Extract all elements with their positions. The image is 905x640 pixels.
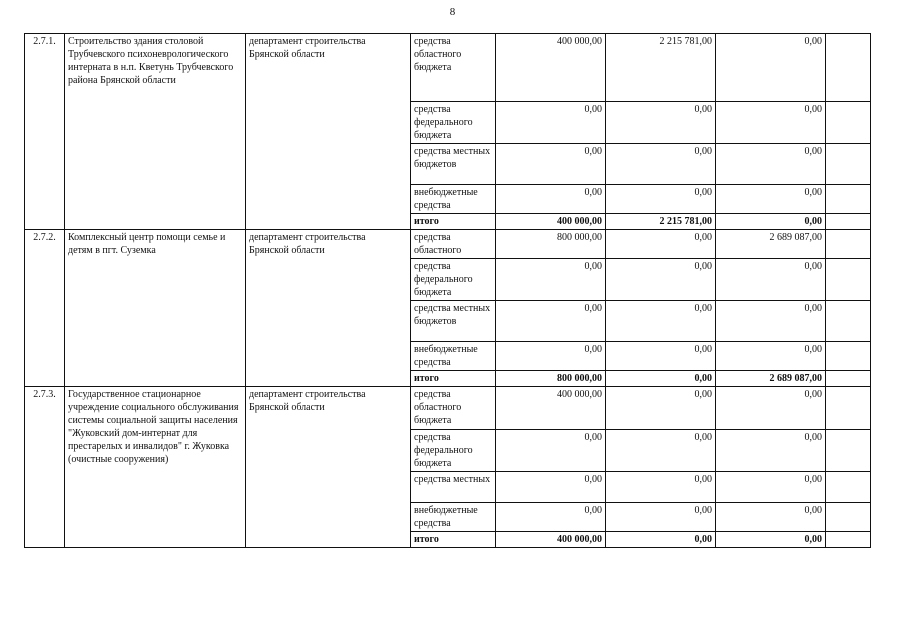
value-year-3: 0,00 xyxy=(716,102,826,144)
value-year-3: 0,00 xyxy=(716,144,826,185)
value-year-1: 0,00 xyxy=(496,430,606,472)
table-row xyxy=(25,34,871,102)
value-year-3: 0,00 xyxy=(716,34,826,102)
value-year-2: 0,00 xyxy=(606,102,716,144)
funding-source: внебюджетные средства xyxy=(411,342,496,371)
value-year-1: 0,00 xyxy=(496,342,606,371)
funding-source: средства федерального бюджета xyxy=(411,430,496,472)
item-title: Комплексный центр помощи семье и детям в пгт. Суземка xyxy=(65,230,246,387)
value-year-3: 0,00 xyxy=(716,387,826,430)
funding-source-total: итого xyxy=(411,214,496,230)
total-year-2: 0,00 xyxy=(606,532,716,548)
empty-cell xyxy=(826,301,871,342)
value-year-3: 0,00 xyxy=(716,430,826,472)
item-number: 2.7.1. xyxy=(25,34,65,230)
value-year-1: 0,00 xyxy=(496,185,606,214)
value-year-1: 0,00 xyxy=(496,301,606,342)
value-year-1: 0,00 xyxy=(496,259,606,301)
value-year-2: 0,00 xyxy=(606,185,716,214)
value-year-1: 0,00 xyxy=(496,472,606,503)
value-year-1: 0,00 xyxy=(496,102,606,144)
item-title: Государственное стационарное учреждение социального обслуживания системы социальной защиты населения "Жуковский дом-интернат для престарелых и инвалидов" г. Жуковка (очистные сооружения) xyxy=(65,387,246,548)
empty-cell xyxy=(826,259,871,301)
value-year-3: 0,00 xyxy=(716,259,826,301)
funding-source: внебюджетные средства xyxy=(411,503,496,532)
empty-cell xyxy=(826,34,871,102)
funding-source: средства местных бюджетов xyxy=(411,144,496,185)
total-year-2: 2 215 781,00 xyxy=(606,214,716,230)
empty-cell xyxy=(826,371,871,387)
empty-cell xyxy=(826,532,871,548)
value-year-2: 0,00 xyxy=(606,259,716,301)
funding-source-total: итого xyxy=(411,532,496,548)
total-year-3: 2 689 087,00 xyxy=(716,371,826,387)
value-year-2: 0,00 xyxy=(606,430,716,472)
item-number: 2.7.2. xyxy=(25,230,65,387)
budget-table xyxy=(24,33,871,548)
value-year-3: 0,00 xyxy=(716,301,826,342)
total-year-3: 0,00 xyxy=(716,214,826,230)
value-year-3: 0,00 xyxy=(716,342,826,371)
empty-cell xyxy=(826,430,871,472)
value-year-1: 400 000,00 xyxy=(496,387,606,430)
responsible-department: департамент строительства Брянской области xyxy=(246,34,411,230)
value-year-2: 2 215 781,00 xyxy=(606,34,716,102)
total-year-3: 0,00 xyxy=(716,532,826,548)
value-year-2: 0,00 xyxy=(606,472,716,503)
value-year-1: 0,00 xyxy=(496,144,606,185)
total-year-2: 0,00 xyxy=(606,371,716,387)
funding-source: средства местных xyxy=(411,472,496,503)
value-year-1: 800 000,00 xyxy=(496,230,606,259)
funding-source: средства областного бюджета xyxy=(411,34,496,102)
funding-source: внебюджетные средства xyxy=(411,185,496,214)
value-year-1: 400 000,00 xyxy=(496,34,606,102)
empty-cell xyxy=(826,472,871,503)
item-number: 2.7.3. xyxy=(25,387,65,548)
value-year-2: 0,00 xyxy=(606,301,716,342)
empty-cell xyxy=(826,387,871,430)
value-year-3: 0,00 xyxy=(716,472,826,503)
value-year-2: 0,00 xyxy=(606,144,716,185)
empty-cell xyxy=(826,342,871,371)
funding-source: средства областного xyxy=(411,230,496,259)
funding-source: средства федерального бюджета xyxy=(411,102,496,144)
funding-source: средства местных бюджетов xyxy=(411,301,496,342)
funding-source-total: итого xyxy=(411,371,496,387)
value-year-2: 0,00 xyxy=(606,230,716,259)
value-year-3: 2 689 087,00 xyxy=(716,230,826,259)
value-year-3: 0,00 xyxy=(716,503,826,532)
total-year-1: 800 000,00 xyxy=(496,371,606,387)
responsible-department: департамент строительства Брянской области xyxy=(246,387,411,548)
funding-source: средства областного бюджета xyxy=(411,387,496,430)
empty-cell xyxy=(826,144,871,185)
value-year-3: 0,00 xyxy=(716,185,826,214)
empty-cell xyxy=(826,230,871,259)
empty-cell xyxy=(826,102,871,144)
responsible-department: департамент строительства Брянской области xyxy=(246,230,411,387)
value-year-1: 0,00 xyxy=(496,503,606,532)
empty-cell xyxy=(826,503,871,532)
table-row xyxy=(25,387,871,430)
funding-source: средства федерального бюджета xyxy=(411,259,496,301)
page-number: 8 xyxy=(449,6,456,18)
item-title: Строительство здания столовой Трубчевского психоневрологического интерната в н.п. Кветунь Трубчевского района Брянской области xyxy=(65,34,246,230)
total-year-1: 400 000,00 xyxy=(496,532,606,548)
value-year-2: 0,00 xyxy=(606,387,716,430)
empty-cell xyxy=(826,214,871,230)
total-year-1: 400 000,00 xyxy=(496,214,606,230)
table-row xyxy=(25,230,871,259)
value-year-2: 0,00 xyxy=(606,342,716,371)
value-year-2: 0,00 xyxy=(606,503,716,532)
empty-cell xyxy=(826,185,871,214)
